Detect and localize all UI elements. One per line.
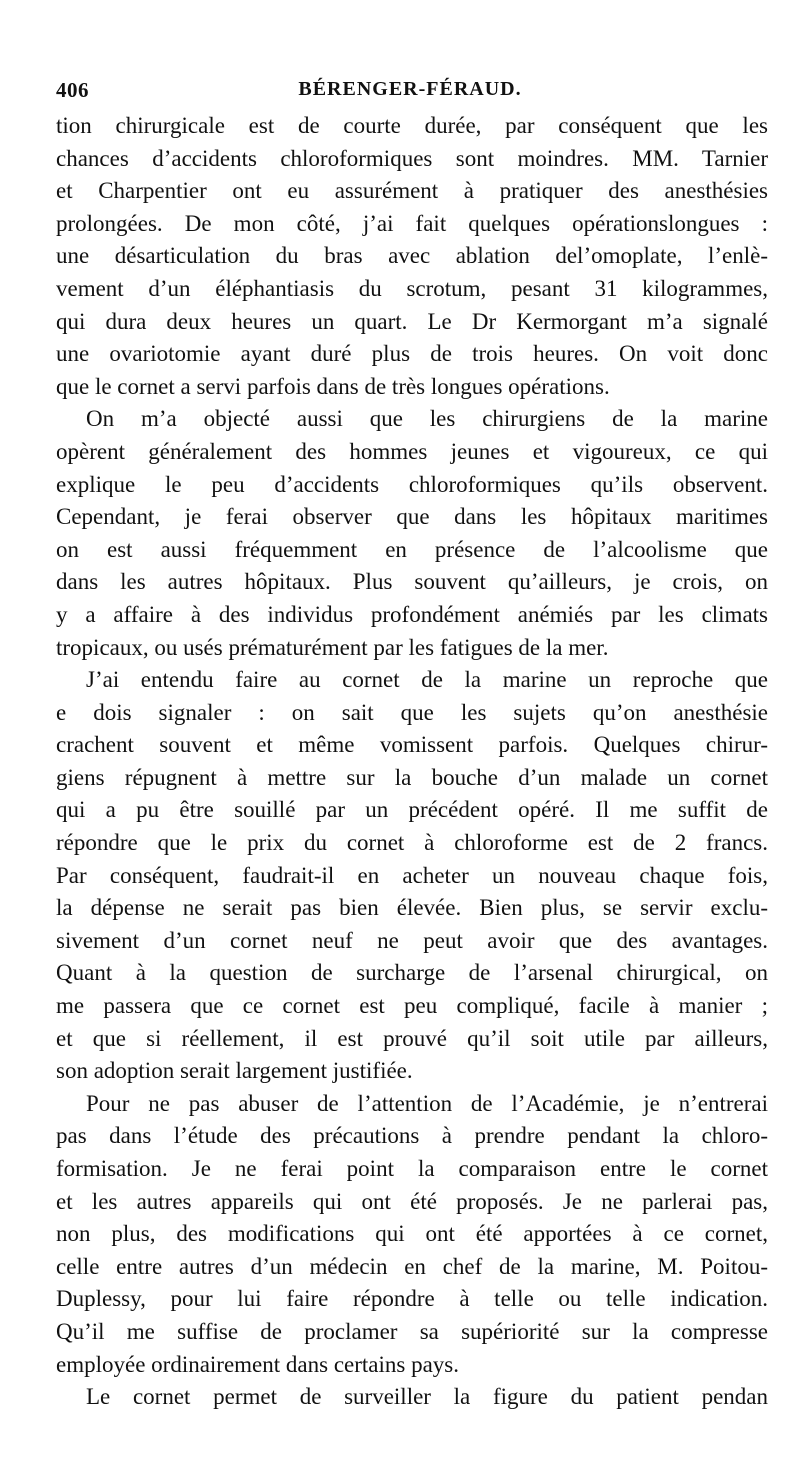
- text-line: Qu’il me suffise de proclamer sa supériorité sur la compresse: [56, 1318, 768, 1344]
- text-line: que le cornet a servi parfois dans de très longues opérations.: [56, 373, 610, 399]
- text-line: tion chirurgicale est de courte durée, par conséquent que les: [56, 113, 768, 138]
- text-line: on est aussi fréquemment en présence de l’alcoolisme que: [56, 536, 768, 562]
- page-header: [56, 78, 764, 108]
- text-line: vement d’un éléphantiasis du scrotum, pesant 31 kilogrammes,: [56, 275, 768, 301]
- text-line: et Charpentier ont eu assurément à pratiquer des anesthésies: [56, 178, 768, 204]
- text-line: celle entre autres d’un médecin en chef de la marine, M. Poitou-: [56, 1253, 768, 1279]
- text-line: chances d’accidents chloroformiques sont moindres. MM. Tarnier: [56, 145, 768, 171]
- text-line: Par conséquent, faudrait-il en acheter un nouveau chaque fois,: [56, 862, 768, 888]
- body-text: [56, 110, 768, 1414]
- text-line: Quant à la question de surcharge de l’arsenal chirurgical, on: [56, 960, 768, 986]
- text-line: formisation. Je ne ferai point la comparaison entre le cornet: [56, 1156, 768, 1181]
- text-line: me passera que ce cornet est peu compliqué, facile à manier ;: [56, 993, 768, 1019]
- text-line: On m’a objecté aussi que les chirurgiens de la marine: [86, 406, 768, 432]
- text-line: une ovariotomie ayant duré plus de trois heures. On voit donc: [56, 341, 768, 367]
- text-line: et que si réellement, il est prouvé qu’il soit utile par ailleurs,: [56, 1025, 768, 1051]
- text-line: y a affaire à des individus profondément anémiés par les climats: [56, 601, 768, 627]
- text-line: J’ai entendu faire au cornet de la marine un reproche que: [86, 667, 768, 693]
- text-line: Cependant, je ferai observer que dans les hôpitaux maritimes: [56, 504, 768, 530]
- text-line: sivement d’un cornet neuf ne peut avoir que des avantages.: [56, 927, 768, 953]
- page-number: 406: [56, 78, 89, 102]
- text-line: répondre que le prix du cornet à chloroforme est de 2 francs.: [56, 830, 768, 856]
- text-line: qui a pu être souillé par un précédent opéré. Il me suffit de: [56, 797, 768, 823]
- text-line: et les autres appareils qui ont été proposés. Je ne parlerai pas,: [56, 1188, 768, 1214]
- text-line: la dépense ne serait pas bien élevée. Bien plus, se servir exclu-: [56, 895, 768, 921]
- text-line: non plus, des modifications qui ont été apportées à ce cornet,: [56, 1221, 768, 1247]
- text-line: prolongées. De mon côté, j’ai fait quelques opérationslongues :: [56, 210, 768, 236]
- text-line: dans les autres hôpitaux. Plus souvent qu’ailleurs, je crois, on: [56, 569, 768, 595]
- text-line: Pour ne pas abuser de l’attention de l’Académie, je n’entrerai: [86, 1090, 768, 1116]
- text-line: explique le peu d’accidents chloroformiques qu’ils observent.: [56, 471, 768, 497]
- text-line: opèrent généralement des hommes jeunes et vigoureux, ce qui: [56, 438, 768, 464]
- text-line: qui dura deux heures un quart. Le Dr Kermorgant m’a signalé: [56, 308, 768, 334]
- text-line: giens répugnent à mettre sur la bouche d’un malade un cornet: [56, 764, 768, 790]
- text-line: son adoption serait largement justifiée.: [56, 1058, 413, 1084]
- text-line: Le cornet permet de surveiller la figure du patient pendan: [86, 1384, 768, 1410]
- running-head: BÉRENGER-FÉRAUD.: [298, 78, 522, 100]
- text-line: pas dans l’étude des précautions à prendre pendant la chloro-: [56, 1123, 768, 1149]
- text-line: une désarticulation du bras avec ablation del’omoplate, l’enlè-: [56, 243, 768, 269]
- text-line: crachent souvent et même vomissent parfois. Quelques chirur-: [56, 732, 768, 758]
- text-line: Duplessy, pour lui faire répondre à telle ou telle indication.: [56, 1286, 768, 1312]
- text-line: tropicaux, ou usés prématurément par les fatigues de la mer.: [56, 634, 609, 660]
- text-line: e dois signaler : on sait que les sujets qu’on anesthésie: [56, 699, 768, 725]
- text-line: employée ordinairement dans certains pays.: [56, 1351, 459, 1377]
